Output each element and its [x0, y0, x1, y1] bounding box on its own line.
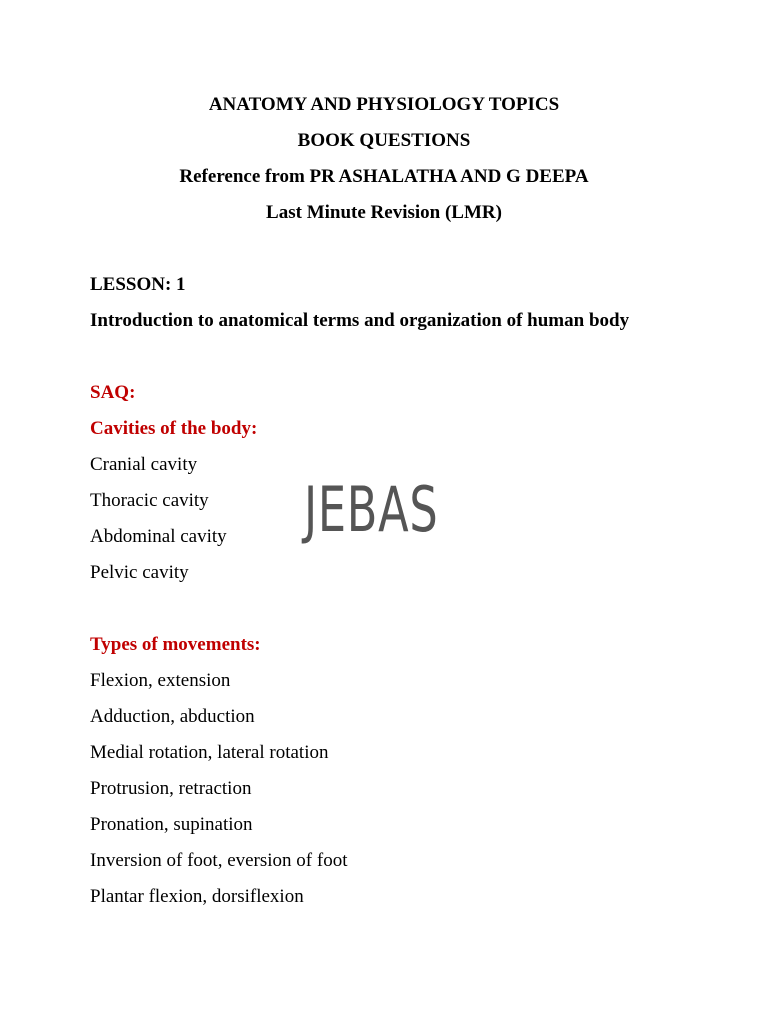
list-item: Pronation, supination [90, 814, 253, 835]
movements-list [90, 667, 730, 919]
reference-line: Reference from PR ASHALATHA AND G DEEPA [179, 166, 589, 187]
spacer [90, 595, 730, 631]
list-item: Pelvic cavity [90, 562, 189, 583]
document-header [0, 91, 768, 235]
list-item: Medial rotation, lateral rotation [90, 742, 329, 763]
watermark-logo: JEBAS [304, 473, 439, 546]
lesson-number: LESSON: 1 [90, 274, 186, 295]
list-item: Abdominal cavity [90, 526, 227, 547]
document-title: ANATOMY AND PHYSIOLOGY TOPICS [208, 94, 560, 115]
spacer [90, 343, 730, 379]
cavities-heading: Cavities of the body: [90, 418, 258, 439]
list-item: Flexion, extension [90, 670, 231, 691]
list-item: Plantar flexion, dorsiflexion [90, 886, 304, 907]
list-item: Protrusion, retraction [90, 778, 252, 799]
saq-label: SAQ: [90, 382, 136, 403]
lesson-title: Introduction to anatomical terms and organization of human body [90, 310, 630, 331]
list-item: Thoracic cavity [90, 490, 209, 511]
document-body [90, 271, 730, 919]
movements-heading: Types of movements: [90, 634, 261, 655]
revision-line: Last Minute Revision (LMR) [266, 202, 502, 223]
document-subtitle: BOOK QUESTIONS [297, 130, 471, 151]
list-item: Inversion of foot, eversion of foot [90, 850, 348, 871]
list-item: Cranial cavity [90, 454, 198, 475]
list-item: Adduction, abduction [90, 706, 255, 727]
